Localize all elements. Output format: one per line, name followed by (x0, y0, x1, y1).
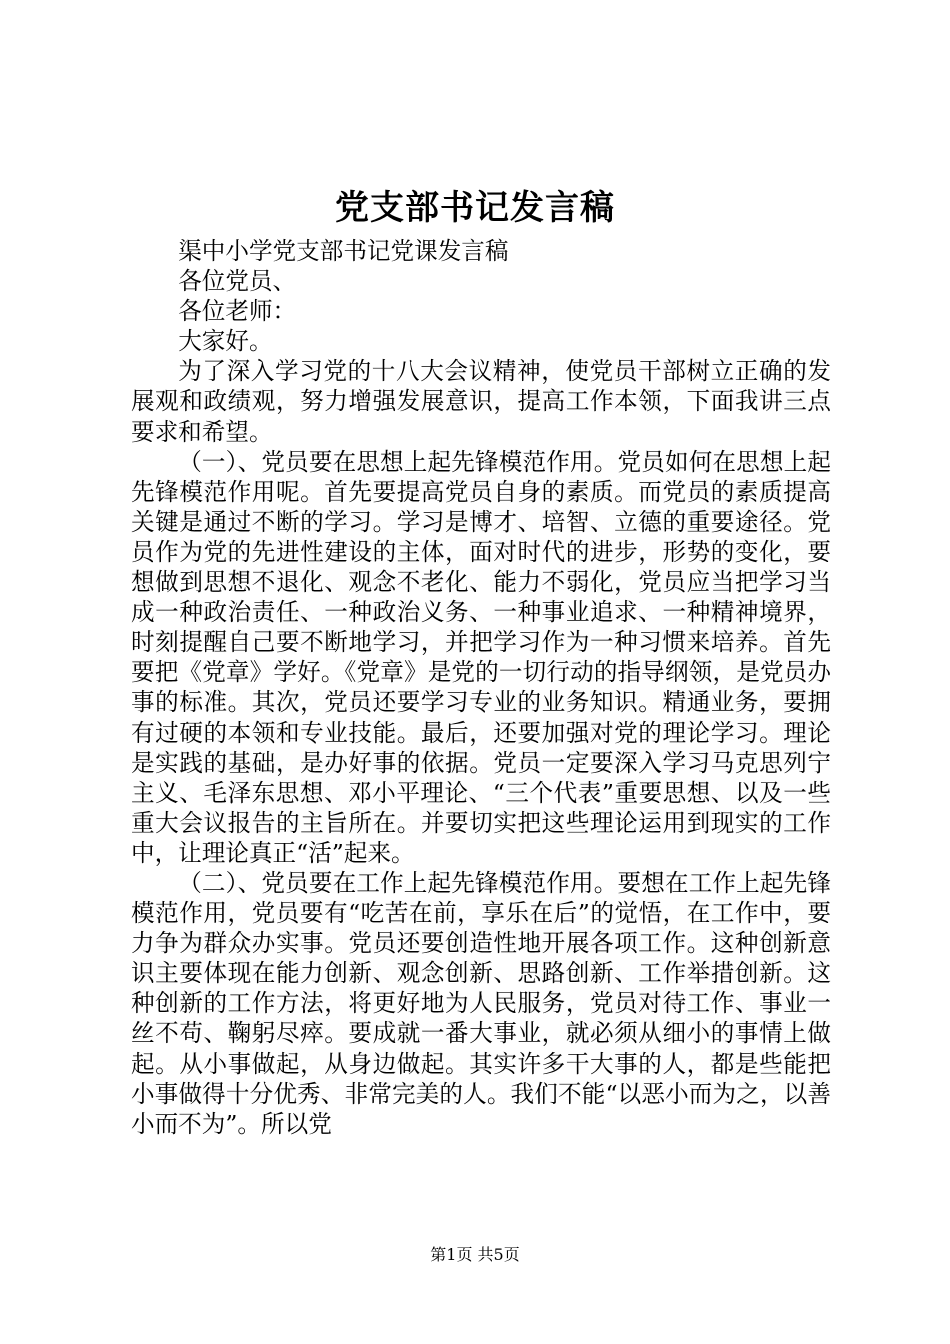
document-title: 党支部书记发言稿 (335, 188, 615, 228)
paragraph-intro: 为了深入学习党的十八大会议精神，使党员干部树立正确的发展观和政绩观，努力增强发展意识，提高工作本领，下面我讲三点要求和希望。 (131, 357, 831, 446)
page-number-footer: 第1页 共5页 (430, 1245, 520, 1264)
paragraph-greeting: 大家好。 (178, 327, 273, 356)
paragraph-salutation-2: 各位老师： (178, 297, 297, 326)
paragraph-heading: 渠中小学党支部书记党课发言稿 (178, 237, 509, 265)
paragraph-salutation-1: 各位党员、 (178, 267, 297, 296)
paragraph-section-1: （一）、党员要在思想上起先锋模范作用。党员如何在思想上起先锋模范作用呢。首先要提高党员自身的素质。而党员的素质提高关键是通过不断的学习。学习是博才、培智、立德的重要途径。党员作为党的先进性建设的主体，面对时代的进步，形势的变化，要想做到思想不退化、观念不老化、能力不弱化，党员应当把学习当成一种政治责任、一种政治义务、一种事业追求、一种精神境界，时刻提醒自己要不断地学习，并把学习作为一种习惯来培养。首先要把《党章》学好。《党章》是党的一切行动的指导纲领，是党员办事的标准。其次，党员还要学习专业的业务知识。精通业务，要拥有过硬的本领和专业技能。最后，还要加强对党的理论学习。理论是实践的基础，是办好事的依据。党员一定要深入学习马克思列宁主义、毛泽东思想、邓小平理论、“三个代表”重要思想、以及一些重大会议报告的主旨所在。并要切实把这些理论运用到现实的工作中，让理论真正“活”起来。 (131, 447, 831, 867)
document-body (131, 236, 831, 1139)
paragraph-section-2: （二）、党员要在工作上起先锋模范作用。要想在工作上起先锋模范作用，党员要有“吃苦在前，享乐在后”的觉悟，在工作中，要力争为群众办实事。党员还要创造性地开展各项工作。这种创新意识主要体现在能力创新、观念创新、思路创新、工作举措创新。这种创新的工作方法，将更好地为人民服务，党员对待工作、事业一丝不苟、鞠躬尽瘁。要成就一番大事业，就必须从细小的事情上做起。从小事做起，从身边做起。其实许多干大事的人，都是些能把小事做得十分优秀、非常完美的人。我们不能“以恶小而为之，以善小而不为”。所以党 (131, 868, 831, 1138)
